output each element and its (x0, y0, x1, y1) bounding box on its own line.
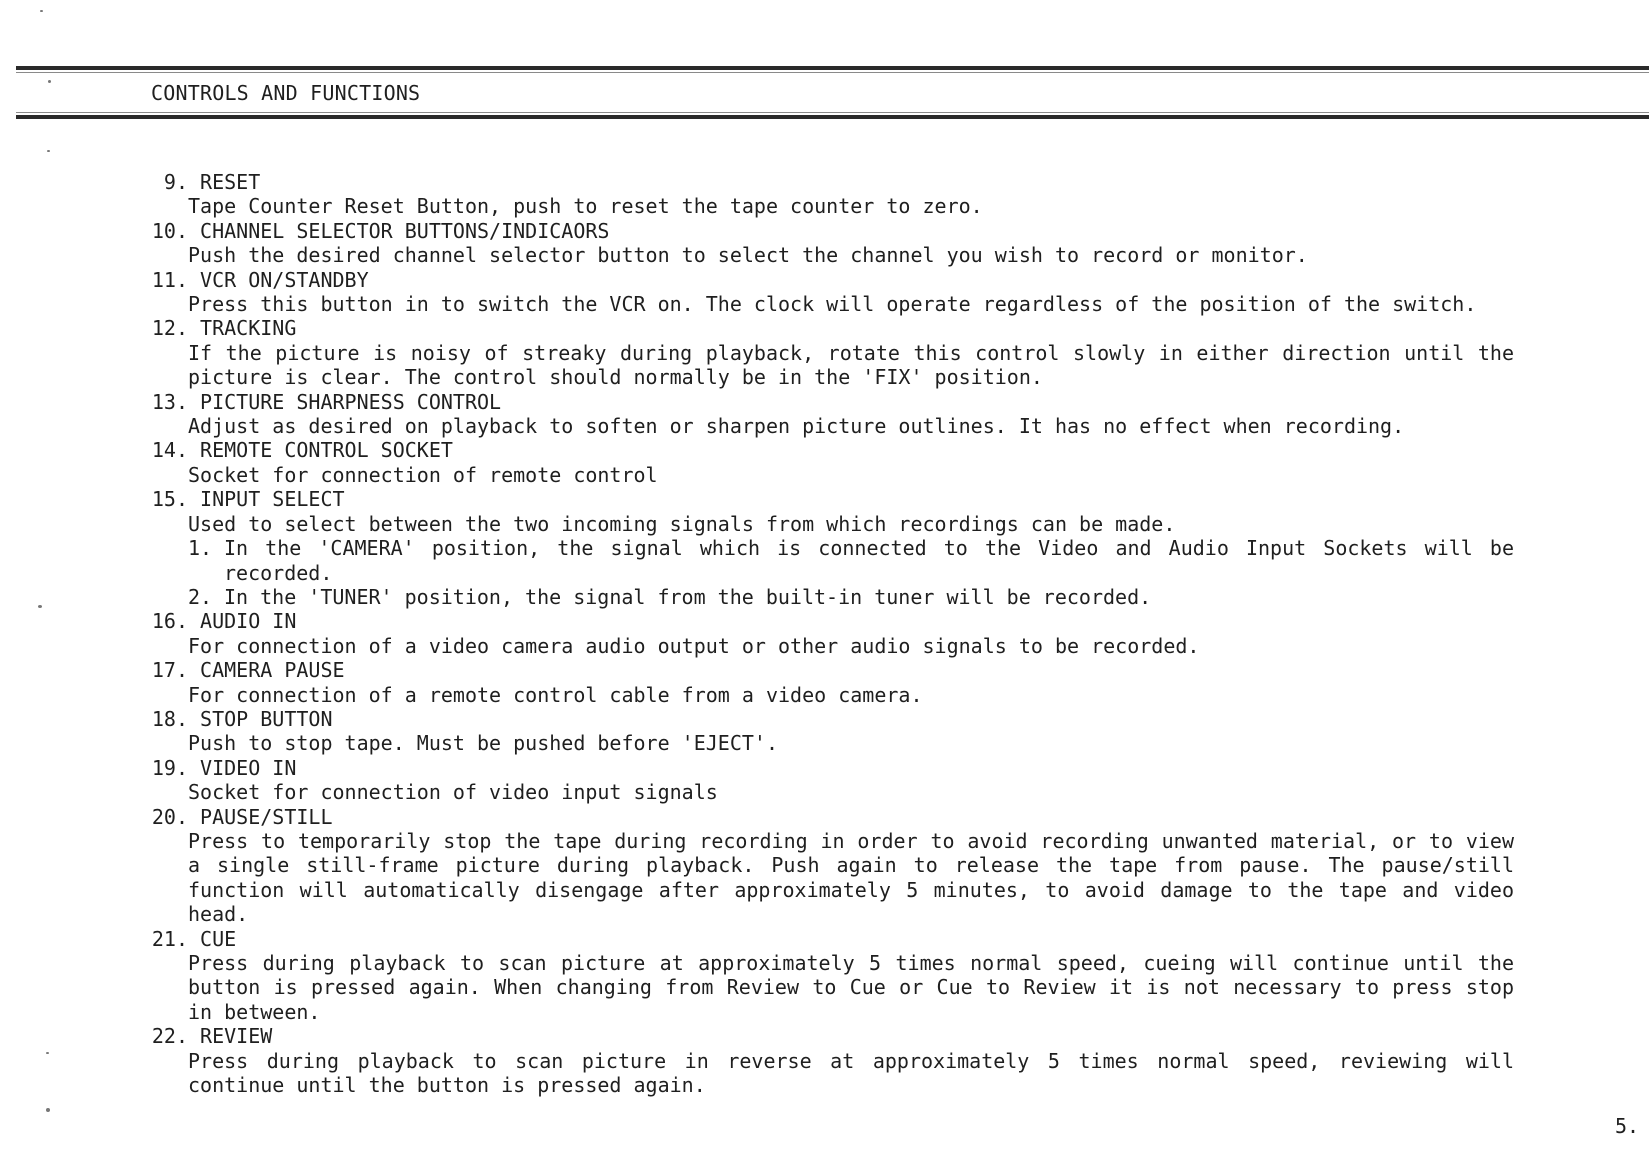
scan-speck (46, 1108, 50, 1112)
item-description: Press during playback to scan picture at approximately 5 times normal speed, cueing will continue until the button is pressed again. When changing from Review to Cue or Cue to Review it is not necessary to press stop in between. (188, 951, 1514, 1024)
item-description: Socket for connection of video input signals (188, 780, 718, 805)
item-number: 11. (151, 267, 188, 292)
scan-speck (38, 605, 42, 608)
item-label: PAUSE/STILL (200, 804, 333, 829)
item-description: Used to select between the two incoming signals from which recordings can be made. (188, 511, 1176, 536)
item-description: Adjust as desired on playback to soften or sharpen picture outlines. It has no effect when recording. (188, 414, 1405, 439)
control-item-picture-sharpness (128, 390, 1548, 439)
item-number: 17. (151, 658, 188, 683)
header-rule-top (16, 66, 1649, 70)
item-number: 15. (151, 487, 188, 512)
scan-speck (47, 150, 50, 152)
item-label: REMOTE CONTROL SOCKET (200, 438, 453, 463)
scan-speck (40, 10, 43, 12)
sub-item-number: 1. (188, 536, 213, 561)
control-item-video-in (128, 756, 1548, 805)
item-number: 10. (151, 218, 188, 243)
item-number: 18. (151, 706, 188, 731)
item-number: 14. (151, 438, 188, 463)
item-description: Tape Counter Reset Button, push to reset the tape counter to zero. (188, 194, 983, 219)
scan-speck (48, 80, 51, 83)
sub-item-text: In the 'TUNER' position, the signal from the built-in tuner will be recorded. (224, 584, 1152, 609)
page-number: 5. (1615, 1114, 1640, 1138)
item-label: STOP BUTTON (200, 706, 333, 731)
item-description: Press during playback to scan picture in reverse at approximately 5 times normal speed, reviewing will continue until the button is pressed again. (188, 1048, 1514, 1098)
header-rule-bottom (16, 115, 1649, 119)
item-number: 16. (151, 609, 188, 634)
control-item-review (128, 1024, 1548, 1097)
item-number: 22. (151, 1024, 188, 1049)
control-item-remote-control-socket (128, 438, 1548, 487)
control-item-audio-in (128, 609, 1548, 658)
controls-list (128, 170, 1548, 1097)
item-number: 13. (151, 389, 188, 414)
item-description: Press this button in to switch the VCR on. The clock will operate regardless of the position of the switch. (188, 292, 1477, 317)
item-label: VIDEO IN (200, 755, 297, 780)
item-description: Press to temporarily stop the tape during recording in order to avoid recording unwanted material, or to view a single still-frame picture during playback. Push again to release the tape from pause. The pause/still function will automatically disengage after approximately 5 minutes, to avoid damage to the tape and video head. (188, 828, 1514, 927)
item-label: PICTURE SHARPNESS CONTROL (200, 389, 502, 414)
item-label: AUDIO IN (200, 609, 297, 634)
item-description: For connection of a video camera audio output or other audio signals to be recorded. (188, 633, 1200, 658)
item-label: CUE (200, 926, 237, 951)
page-title: CONTROLS AND FUNCTIONS (151, 81, 421, 105)
control-item-cue (128, 927, 1548, 1025)
sub-item-number: 2. (188, 584, 213, 609)
item-number: 12. (151, 316, 188, 341)
sub-item-tuner (188, 585, 1514, 609)
item-description: Push the desired channel selector button to select the channel you wish to record or monitor. (188, 243, 1308, 268)
control-item-channel-selector (128, 219, 1548, 268)
item-description: Socket for connection of remote control (188, 462, 658, 487)
header-rule-bottom-thin (16, 112, 1649, 113)
item-number: 21. (151, 926, 188, 951)
item-description: For connection of a remote control cable from a video camera. (188, 682, 923, 707)
item-number: 20. (151, 804, 188, 829)
item-label: CAMERA PAUSE (200, 658, 345, 683)
control-item-pause-still (128, 805, 1548, 927)
item-label: CHANNEL SELECTOR BUTTONS/INDICAORS (200, 218, 610, 243)
control-item-vcr-on-standby (128, 268, 1548, 317)
control-item-reset (128, 170, 1548, 219)
control-item-camera-pause (128, 658, 1548, 707)
control-item-stop-button (128, 707, 1548, 756)
item-description: If the picture is noisy of streaky during playback, rotate this control slowly in either direction until the picture is clear. The control should normally be in the 'FIX' position. (188, 340, 1514, 390)
item-label: TRACKING (200, 316, 297, 341)
item-number: 9. (163, 170, 188, 194)
item-label: INPUT SELECT (200, 487, 345, 512)
item-label: VCR ON/STANDBY (200, 267, 369, 292)
scan-speck (46, 1052, 49, 1054)
item-label: REVIEW (200, 1024, 273, 1049)
item-label: RESET (200, 170, 261, 194)
item-number: 19. (151, 755, 188, 780)
sub-item-text: In the 'CAMERA' position, the signal which is connected to the Video and Audio Input Sockets will be recorded. (224, 536, 1514, 585)
header-rule-top-thin (16, 72, 1649, 73)
sub-item-camera (188, 536, 1514, 585)
control-item-input-select (128, 487, 1548, 609)
control-item-tracking (128, 316, 1548, 389)
item-description: Push to stop tape. Must be pushed before 'EJECT'. (188, 731, 779, 756)
